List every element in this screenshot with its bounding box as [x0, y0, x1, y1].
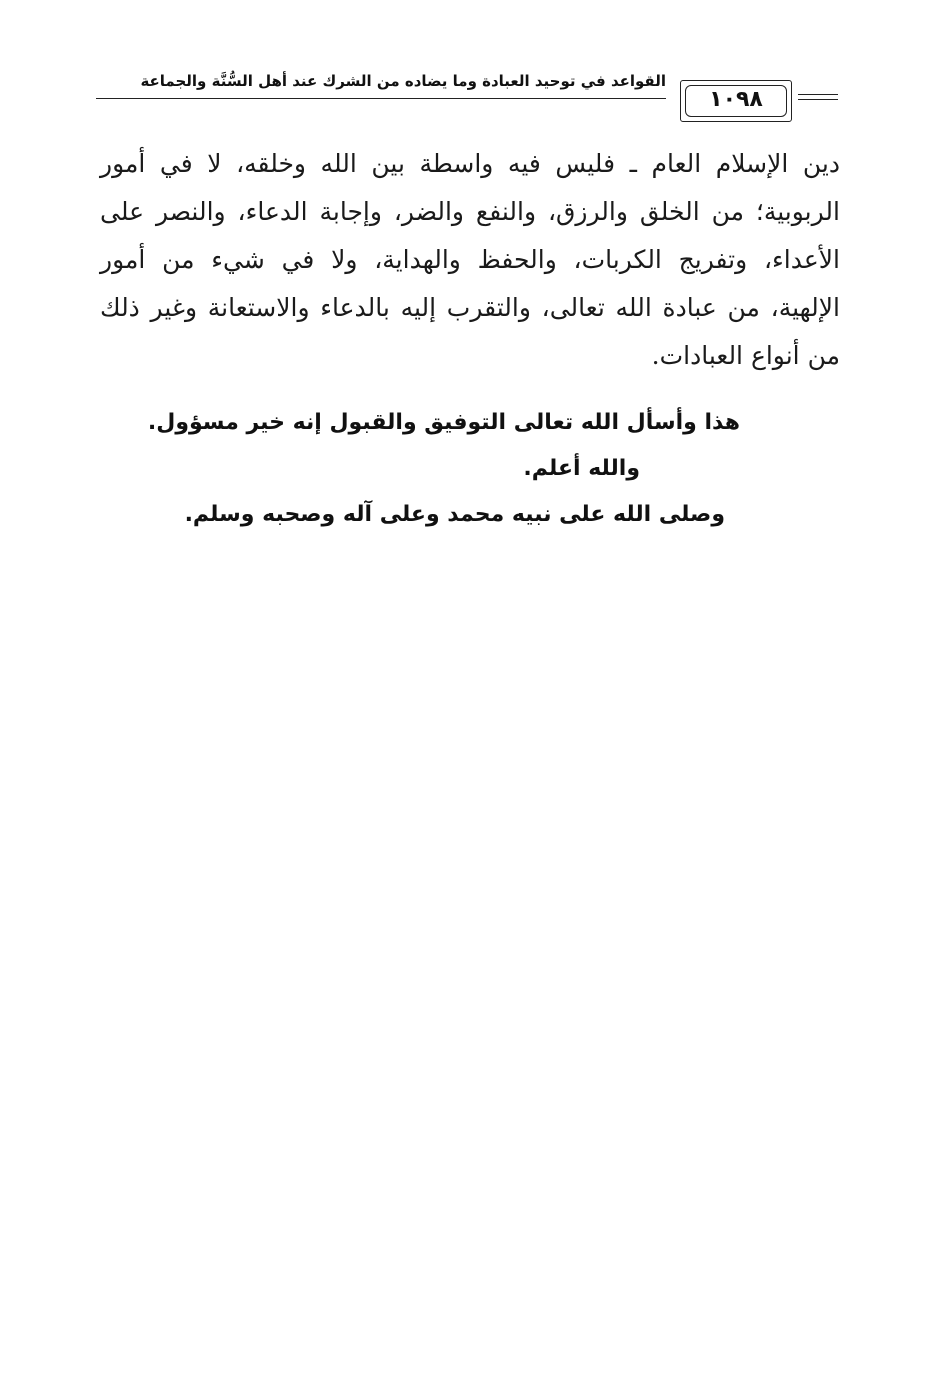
body-line: دين الإسلام العام ـ فليس فيه واسطة بين الله وخلقه، لا في أمور: [100, 149, 840, 178]
page-header: [96, 68, 838, 130]
closing-prayer: هذا وأسأل الله تعالى التوفيق والقبول إنه خير مسؤول.: [147, 410, 740, 435]
closing-salutation: وصلى الله على نبيه محمد وعلى آله وصحبه وسلم.: [184, 502, 725, 527]
header-rule-right: [798, 94, 838, 100]
page-number-frame: [680, 80, 792, 122]
running-title: القواعد في توحيد العبادة وما يضاده من الشرك عند أهل السُّنَّة والجماعة: [140, 72, 666, 90]
body-line: الربوبية؛ من الخلق والرزق، والنفع والضر، وإجابة الدعاء، والنصر على: [100, 197, 840, 226]
closing-block: [147, 400, 740, 538]
page-number: ١٠٩٨: [709, 87, 763, 112]
header-rule: [96, 98, 666, 99]
body-line: الأعداء، وتفريج الكربات، والحفظ والهداية، ولا في شيء من أمور: [100, 245, 840, 274]
closing-wallahu-alam: والله أعلم.: [523, 456, 640, 481]
body-line: الإلهية، من عبادة الله تعالى، والتقرب إليه بالدعاء والاستعانة وغير ذلك: [100, 293, 840, 322]
body-paragraph: [100, 140, 840, 380]
body-line: من أنواع العبادات.: [651, 341, 840, 370]
